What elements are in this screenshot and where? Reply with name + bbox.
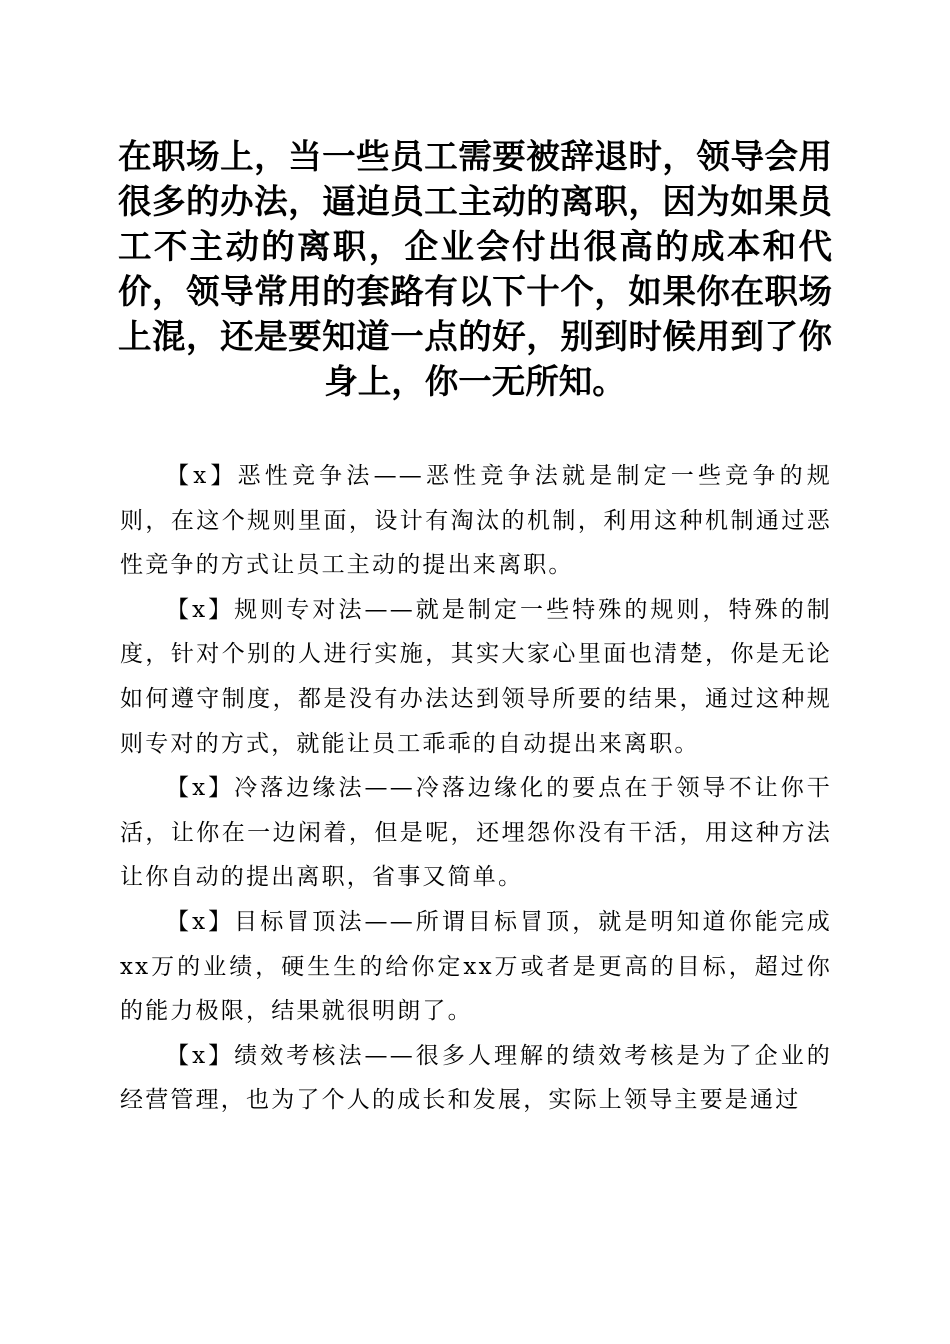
paragraph-excessive-targets: 【x】目标冒顶法——所谓目标冒顶，就是明知道你能完成xx万的业绩，硬生生的给你定xx万或者是更高的目标，超过你的能力极限，结果就很明朗了。 [120,908,832,1025]
paragraph-targeted-rules: 【x】规则专对法——就是制定一些特殊的规则，特殊的制度，针对个别的人进行实施，其实大家心里面也清楚，你是无论如何遵守制度，都是没有办法达到领导所要的结果，通过这种规则专对的方式，就能让员工乖乖的自动提出来离职。 [120,596,832,757]
paragraph-cold-shoulder: 【x】冷落边缘法——冷落边缘化的要点在于领导不让你干活，让你在一边闲着，但是呢，还埋怨你没有干活，用这种方法让你自动的提出离职，省事又简单。 [120,775,832,891]
document-body [120,454,832,1123]
paragraph-performance-review: 【x】绩效考核法——很多人理解的绩效考核是为了企业的经营管理，也为了个人的成长和发展，实际上领导主要是通过 [120,1042,832,1114]
document-title: 在职场上，当一些员工需要被辞退时，领导会用很多的办法，逼迫员工主动的离职，因为如果员工不主动的离职，企业会付出很高的成本和代价，领导常用的套路有以下十个，如果你在职场上混，还是要知道一点的好，别到时候用到了你身上，你一无所知。 [118,137,832,401]
paragraph-malicious-competition: 【x】恶性竞争法——恶性竞争法就是制定一些竞争的规则，在这个规则里面，设计有淘汰的机制，利用这种机制通过恶性竞争的方式让员工主动的提出来离职。 [120,463,832,579]
